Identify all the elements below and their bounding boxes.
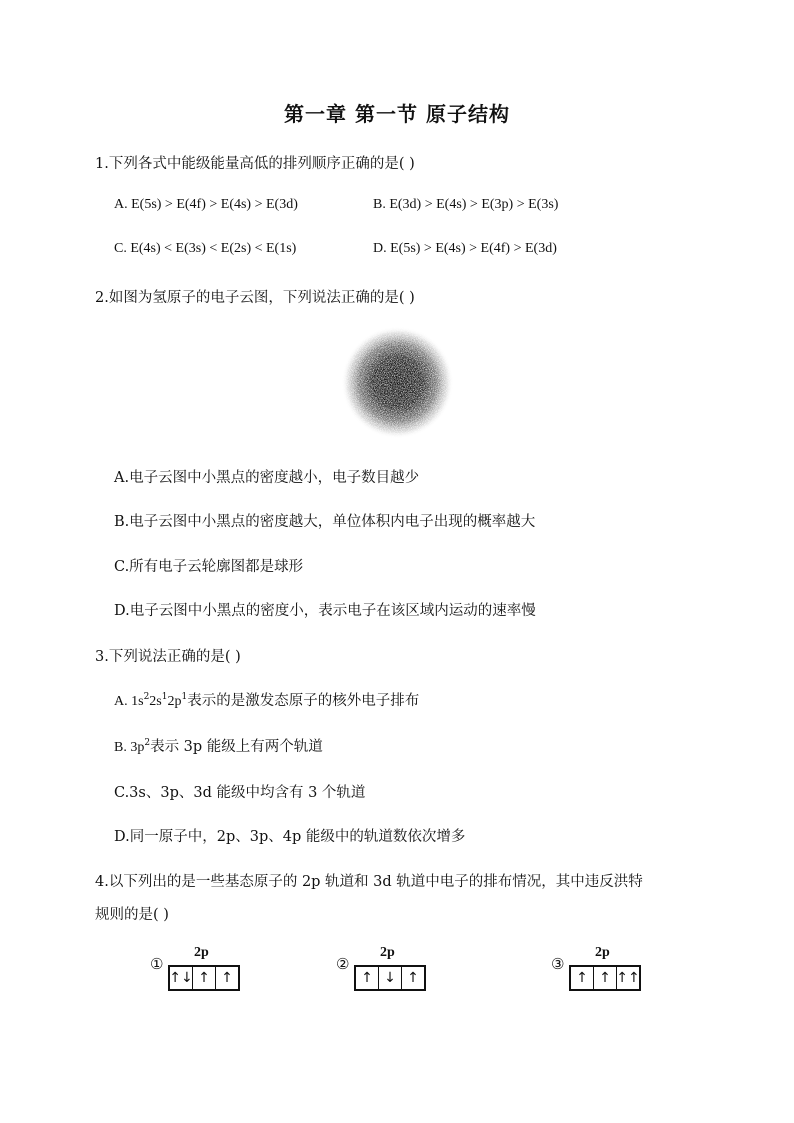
question-1-option-d: D. E(5s) > E(4s) > E(4f) > E(3d) — [373, 241, 557, 256]
question-2-option-b: B.电子云图中小黑点的密度越大，单位体积内电子出现的概率越大 — [114, 514, 536, 530]
orbital-cell: ↓ — [379, 967, 402, 989]
orbital-cell: ↑ — [356, 967, 379, 989]
question-1-stem: 1.下列各式中能级能量高低的排列顺序正确的是( ) — [95, 156, 415, 172]
orbital-cell: ↑ — [407, 970, 419, 986]
orbital-box — [569, 965, 641, 991]
orbital-box — [168, 965, 240, 991]
orbital-label: 2p — [380, 945, 395, 960]
question-3-option-b-text: 表示 3p 能级上有两个轨道 — [150, 739, 323, 755]
orbital-label: 2p — [595, 945, 610, 960]
question-2-stem: 2.如图为氢原子的电子云图，下列说法正确的是( ) — [95, 290, 415, 306]
superscript: 2 — [143, 692, 150, 703]
question-2-option-c: C.所有电子云轮廓图都是球形 — [114, 559, 304, 575]
page-title: 第一章 第一节 原子结构 — [284, 102, 510, 126]
orbital-cell: ↑ — [221, 970, 233, 986]
question-4-stem-line1: 4.以下列出的是一些基态原子的 2p 轨道和 3d 轨道中电子的排布情况，其中违反洪特 — [95, 874, 643, 890]
question-3-option-b-config: B. 3p — [114, 740, 145, 755]
question-1-option-a: A. E(5s) > E(4f) > E(4s) > E(3d) — [114, 197, 298, 212]
question-3-option-d: D.同一原子中，2p、3p、4p 能级中的轨道数依次增多 — [114, 829, 466, 845]
superscript: 1 — [181, 692, 188, 703]
question-2-option-d: D.电子云图中小黑点的密度小，表示电子在该区域内运动的速率慢 — [114, 603, 536, 619]
orbital-cell: ↑↓ — [170, 967, 193, 989]
superscript: 2 — [144, 738, 151, 749]
question-1-option-c: C. E(4s) < E(3s) < E(2s) < E(1s) — [114, 241, 297, 256]
question-3-option-a-config-2s: 2s — [149, 694, 162, 709]
orbital-cell: ↑ — [193, 967, 216, 989]
superscript: 1 — [161, 692, 168, 703]
orbital-box — [354, 965, 426, 991]
diagram-number: ① — [150, 955, 164, 973]
diagram-number: ③ — [551, 955, 565, 973]
question-3-option-a-config-2p: 2p — [167, 694, 182, 709]
orbital-cell: ↑ — [571, 967, 594, 989]
question-3-option-a-text: 表示的是激发态原子的核外电子排布 — [187, 693, 420, 709]
question-3-stem: 3.下列说法正确的是( ) — [95, 649, 241, 665]
question-4-stem-line2: 规则的是( ) — [95, 907, 169, 923]
orbital-label: 2p — [194, 945, 209, 960]
diagram-number: ② — [336, 955, 350, 973]
orbital-cell: ↑↑ — [616, 970, 640, 986]
question-3-option-c: C.3s、3p、3d 能级中均含有 3 个轨道 — [114, 785, 366, 801]
question-1-option-b: B. E(3d) > E(4s) > E(3p) > E(3s) — [373, 197, 559, 212]
question-3-option-a — [114, 689, 419, 710]
question-2-option-a: A.电子云图中小黑点的密度越小，电子数目越少 — [114, 470, 420, 486]
electron-cloud-image — [340, 325, 455, 440]
question-3-option-a-config-1s: A. 1s — [114, 694, 144, 709]
question-3-option-b — [114, 735, 323, 756]
orbital-cell: ↑ — [594, 967, 617, 989]
